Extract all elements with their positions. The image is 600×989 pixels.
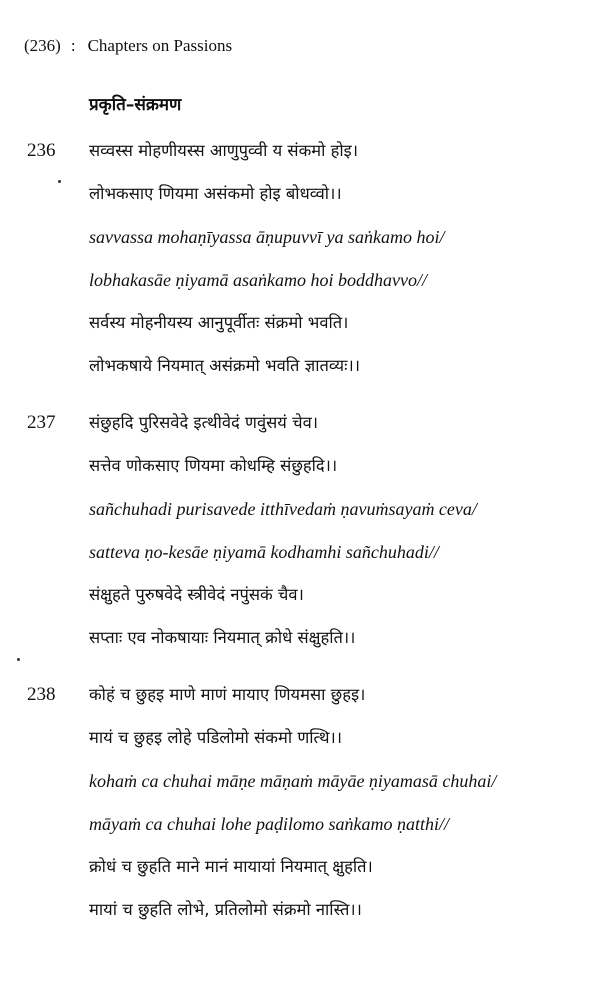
section-title: प्रकृति–संक्रमण (89, 95, 182, 115)
verse-number: 238 (27, 684, 56, 705)
transliteration-line: sañchuhadi purisavede itthīvedaṁ ṇavuṁsayaṁ ceva/ (89, 499, 477, 519)
sanskrit-line: मायां च छुहति लोभे, प्रतिलोमो संक्रमो नास्ति।। (89, 900, 362, 919)
sanskrit-line: क्रोधं च छुहति माने मानं मायायां नियमात् क्षुहति। (89, 857, 373, 876)
transliteration-line: lobhakasāe ṇiyamā asaṅkamo hoi boddhavvo// (89, 270, 427, 290)
prakrit-line: मायं च छुहइ लोहे पडिलोमो संकमो णत्थि।। (89, 728, 343, 747)
header-separator: : (70, 36, 76, 55)
scan-speck (58, 180, 61, 183)
page-number: (236) (24, 36, 61, 55)
transliteration-line: māyaṁ ca chuhai lohe paḍilomo saṅkamo ṇatthi// (89, 814, 449, 834)
prakrit-line: सव्वस्स मोहणीयस्स आणुपुव्वी य संकमो होइ। (89, 141, 359, 160)
verse-number: 236 (27, 140, 56, 161)
sanskrit-line: सर्वस्य मोहनीयस्य आनुपूर्वीतः संक्रमो भवति। (89, 313, 349, 332)
scan-speck (17, 658, 20, 661)
transliteration-line: satteva ṇo-kesāe ṇiyamā kodhamhi sañchuhadi// (89, 542, 439, 562)
verse-number: 237 (27, 412, 56, 433)
prakrit-line: सत्तेव णोकसाए णियमा कोधम्हि संछुहदि।। (89, 456, 338, 475)
transliteration-line: savvassa mohaṇīyassa āṇupuvvī ya saṅkamo hoi/ (89, 227, 445, 247)
book-title: Chapters on Passions (87, 36, 233, 55)
sanskrit-line: लोभकषाये नियमात् असंक्रमो भवति ज्ञातव्यः।। (89, 356, 360, 375)
sanskrit-line: संक्षुहते पुरुषवेदे स्त्रीवेदं नपुंसकं चैव। (89, 585, 304, 604)
prakrit-line: कोहं च छुहइ माणे माणं मायाए णियमसा छुहइ। (89, 685, 366, 704)
transliteration-line: kohaṁ ca chuhai māṇe māṇaṁ māyāe ṇiyamasā chuhai/ (89, 771, 497, 791)
page-header (24, 36, 232, 56)
sanskrit-line: सप्ताः एव नोकषायाः नियमात् क्रोधे संक्षुहति।। (89, 628, 356, 647)
prakrit-line: लोभकसाए णियमा असंकमो होइ बोधव्वो।। (89, 184, 342, 203)
prakrit-line: संछुहदि पुरिसवेदे इत्थीवेदं णवुंसयं चेव। (89, 413, 318, 432)
